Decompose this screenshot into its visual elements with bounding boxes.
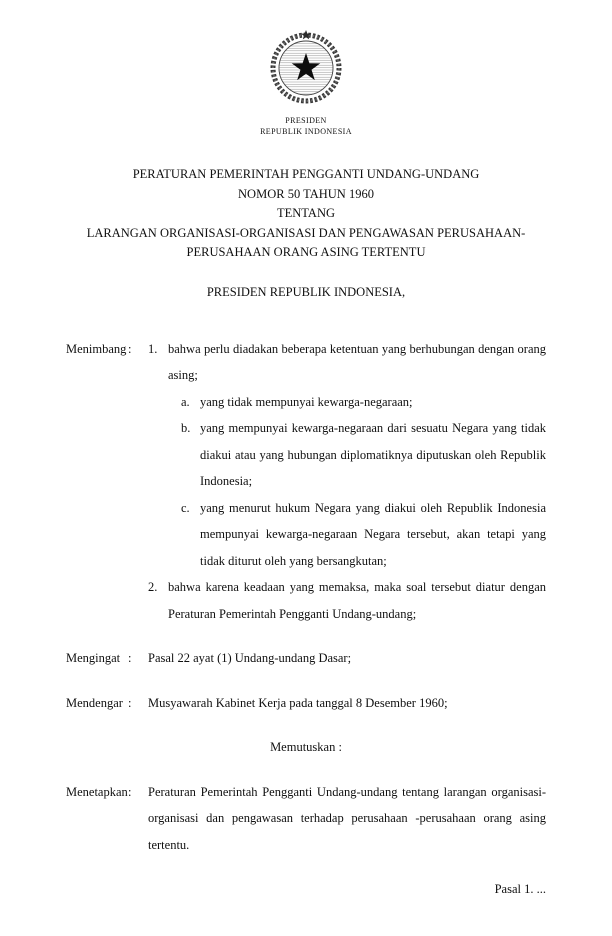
section-mendengar [66, 690, 546, 717]
section-label-menetapkan: Menetapkan [66, 784, 128, 799]
section-colon: : [128, 784, 132, 799]
section-colon: : [128, 695, 132, 710]
menimbang-item-2 [148, 574, 546, 627]
title-line-1: PERATURAN PEMERINTAH PENGGANTI UNDANG-UNDANG [132, 167, 480, 181]
section-label-mengingat: Mengingat [66, 651, 121, 665]
item-text: bahwa karena keadaan yang memaksa, maka soal tersebut diatur dengan Peraturan Pemerintah Pengganti Undang-undang; [168, 580, 546, 621]
title-line-4: LARANGAN ORGANISASI-ORGANISASI DAN PENGAWASAN PERUSAHAAN- [86, 225, 526, 240]
seal-caption [66, 115, 546, 137]
subitem-letter: b. [181, 421, 191, 435]
title-line-2: NOMOR 50 TAHUN 1960 [238, 186, 374, 201]
menimbang-item-1c [181, 495, 546, 575]
item-text: bahwa perlu diadakan beberapa ketentuan yang berhubungan dengan orang asing; [168, 341, 546, 382]
mendengar-text: Musyawarah Kabinet Kerja pada tanggal 8 Desember 1960; [148, 695, 448, 710]
document-title [66, 165, 546, 263]
subitem-letter: a. [181, 394, 190, 409]
menimbang-content [148, 336, 546, 628]
section-colon: : [128, 341, 132, 356]
menimbang-item-1 [148, 336, 546, 389]
menimbang-item-1a [181, 389, 546, 416]
section-menetapkan [66, 779, 546, 859]
section-mengingat [66, 645, 546, 672]
subitem-text: yang mempunyai kewarga-negaraan dari sesuatu Negara yang tidak diakui atau yang hubungan diplomatiknya diputuskan oleh Republik Indonesia; [200, 421, 546, 488]
mengingat-text: Pasal 22 ayat (1) Undang-undang Dasar; [148, 651, 352, 665]
section-label-mendengar: Mendengar [66, 695, 123, 710]
title-line-3: TENTANG [276, 206, 335, 220]
section-menimbang [66, 336, 546, 628]
menimbang-item-1b [181, 415, 546, 495]
subitem-text: yang tidak mempunyai kewarga-negaraan; [200, 394, 413, 409]
seal-caption-republik: REPUBLIK INDONESIA [260, 127, 352, 136]
subitem-text: yang menurut hukum Negara yang diakui oleh Republik Indonesia mempunyai kewarga-negaraan Negara tersebut, akan tetapi yang tidak diturut oleh yang bersangkutan; [200, 500, 546, 568]
item-number: 2. [148, 580, 158, 594]
title-line-5: PERUSAHAAN ORANG ASING TERTENTU [186, 245, 426, 259]
item-number: 1. [148, 341, 158, 356]
document-header [66, 28, 546, 137]
menetapkan-text: Peraturan Pemerintah Pengganti Undang-undang tentang larangan organisasi-organisasi dan pengawasan terhadap perusahaan -perusahaan orang asing tertentu. [148, 784, 546, 852]
salutation: PRESIDEN REPUBLIK INDONESIA, [206, 284, 406, 299]
next-page-catchword: Pasal 1. ... [494, 882, 546, 896]
section-colon: : [128, 651, 132, 665]
presidential-seal-icon [266, 28, 346, 108]
subitem-letter: c. [181, 500, 190, 515]
seal-caption-presiden: PRESIDEN [285, 116, 327, 125]
section-label-menimbang: Menimbang [66, 341, 127, 356]
memutuskan-heading: Memutuskan : [270, 740, 342, 754]
